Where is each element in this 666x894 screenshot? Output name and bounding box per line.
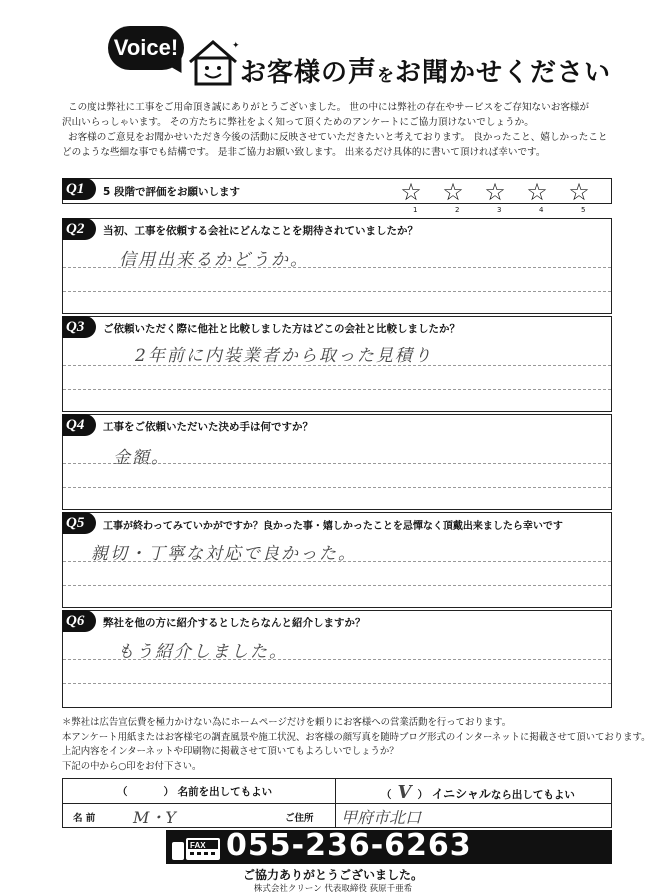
fax-number[interactable]: 055-236-6263 (226, 828, 472, 863)
question-badge: Q1 (62, 178, 96, 200)
question-badge: Q4 (62, 414, 96, 436)
house-smile-icon (186, 38, 240, 88)
question-text: ご依頼いただく際に他社と比較しました方はどこの会社と比較しましたか？ (103, 323, 460, 335)
rating-stars (397, 178, 593, 214)
question-text: 当初、工事を依頼する会社にどんなことを期待されていましたか？ (103, 225, 418, 237)
svg-text:FAX: FAX (190, 841, 206, 850)
intro-text: この度は弊社に工事をご用命頂き誠にありがとうございました。 世の中には弊社の存在やサービスをご存知ないお客様が 沢山いらっしゃいます。 その方たちに弊社をよく知って頂くためのアンケートにご協力頂けないでしょうか。 お客様のご意見をお聞かせいただき今後の活動に反映させていただきたいと考えております。 良かったこと、嬉しかったこと どのような些細な事でも結構です。 是非ご協力お願い致します。 出来るだけ具体的に書いて頂ければ幸いです。 (62, 102, 608, 158)
question-text: 5 段階で評価をお願いします (103, 186, 240, 198)
address-label: ご住所 (285, 813, 314, 824)
svg-text:✦: ✦ (232, 41, 240, 51)
star-icon[interactable]: ☆ 4 (526, 178, 548, 214)
notes: ＊弊社は広告宣伝費を極力かけない為にホームページだけを頼りにお客様への営業活動を行っております。 本アンケート用紙またはお客様宅の調査風景や施工状況、お客様の顔写真を随時ブログ形式のインターネットに掲載させて頂いております。 上記内容をインターネットや印刷物に掲載させて頂いてもよろしいでしょうか？ 下記の中から○印をお付下さい。 (62, 717, 651, 772)
thanks-text: ご協力ありがとうございました。 (242, 868, 423, 882)
question-text: 弊社を他の方に紹介するとしたらなんと紹介しますか？ (103, 617, 366, 629)
question-text: 工事をご依頼いただいた決め手は何ですか？ (103, 421, 313, 433)
question-text: 工事が終わってみていかがですか？良かった事・嬉しかったことを忌憚なく頂戴出来ましたら幸いです (103, 521, 563, 532)
question-3 (62, 316, 612, 412)
star-icon[interactable]: ☆ 3 (484, 178, 506, 214)
consent-option-name[interactable]: （ ） 名前を出してもよい (117, 786, 273, 798)
question-4 (62, 414, 612, 510)
question-badge: Q6 (62, 610, 96, 632)
fax-machine-icon (170, 832, 222, 862)
question-badge: Q3 (62, 316, 96, 338)
name-value[interactable]: M・Y (133, 808, 176, 827)
company-name: 株式会社クリーン 代表取締役 荻原千亜希 (253, 884, 413, 894)
consent-box (62, 778, 612, 828)
consent-option-initial[interactable]: （ V ） イニシャルなら出してもよい (381, 782, 575, 803)
address-value[interactable]: 甲府市北口 (341, 808, 422, 827)
star-icon[interactable]: ☆ 2 (442, 178, 464, 214)
question-2 (62, 218, 612, 314)
star-icon[interactable]: ☆ 1 (400, 178, 422, 214)
answer-text[interactable]: 信用出来るかどうか。 (119, 250, 309, 270)
question-5 (62, 512, 612, 608)
answer-text[interactable]: 金額。 (113, 448, 170, 468)
star-icon[interactable]: ☆ 5 (568, 178, 590, 214)
question-badge: Q5 (62, 512, 96, 534)
question-badge: Q2 (62, 218, 96, 240)
answer-text[interactable]: 親切・丁寧な対応で良かった。 (91, 544, 357, 564)
voice-badge: Voice! (108, 26, 184, 70)
answer-text[interactable]: 2年前に内装業者から取った見積り (135, 346, 433, 366)
question-1 (62, 178, 612, 214)
page-title: お客様の声をお聞かせください (240, 55, 612, 88)
answer-text[interactable]: もう紹介しました。 (117, 642, 288, 662)
question-6 (62, 610, 612, 708)
name-label: 名 前 (73, 813, 96, 824)
